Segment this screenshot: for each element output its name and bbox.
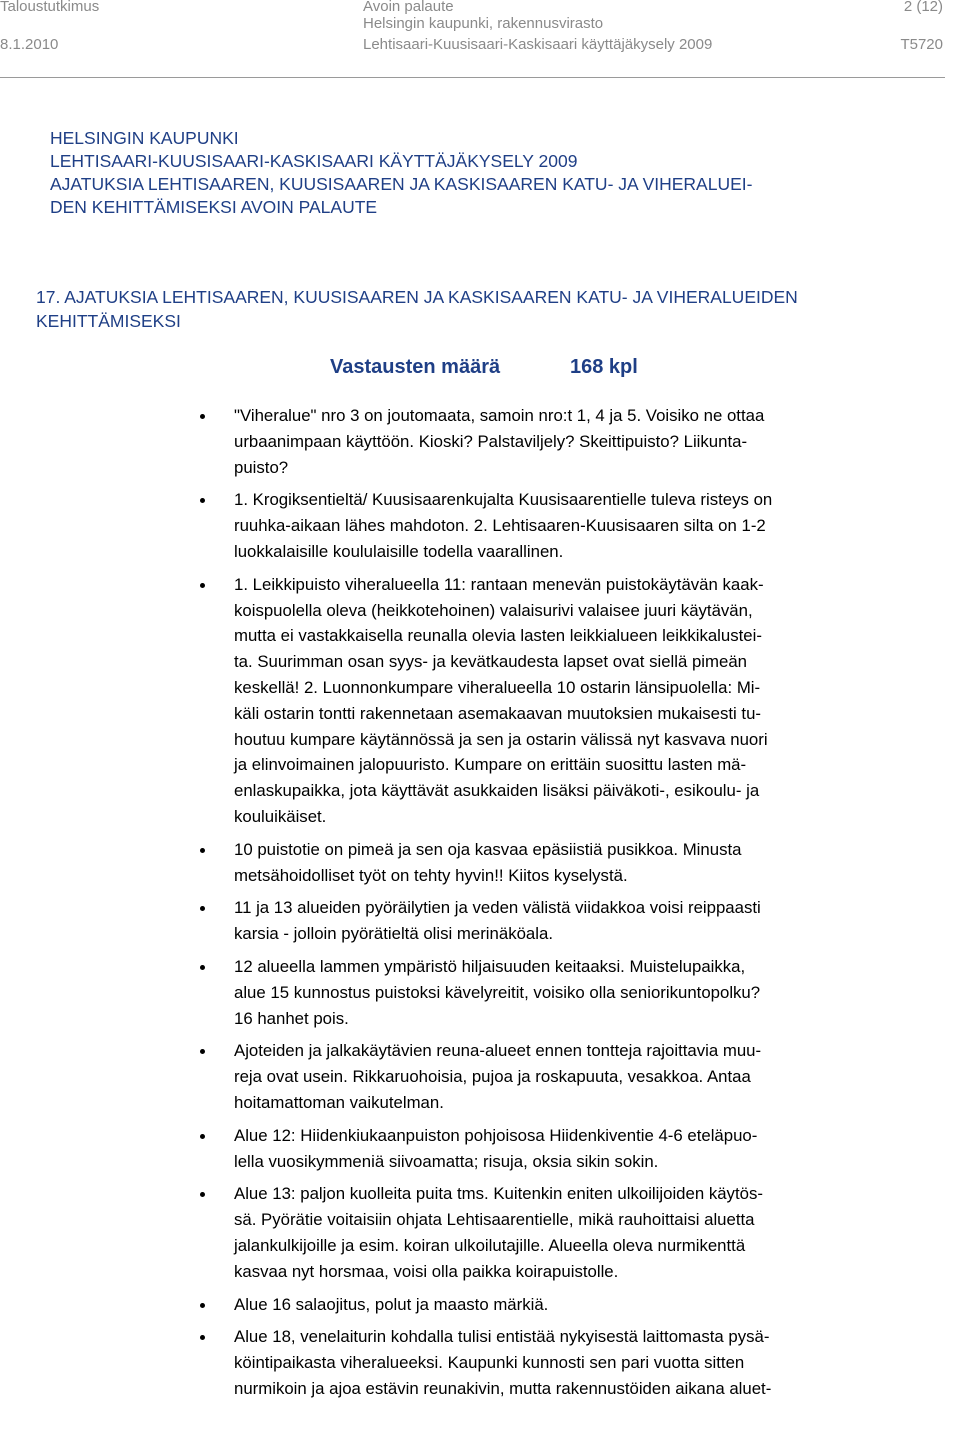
answer-line: Alue 13: paljon kuolleita puita tms. Kuitenkin eniten ulkoilijoiden käytös- xyxy=(234,1184,763,1204)
answer-item xyxy=(0,1324,960,1401)
answer-item xyxy=(0,403,960,480)
answer-line: luokkalaisille koululaisille todella vaarallinen. xyxy=(234,541,564,561)
response-count-value: 168 kpl xyxy=(570,356,638,378)
answer-list xyxy=(0,403,960,1409)
answer-line: reja ovat usein. Rikkaruohoisia, pujoa ja roskapuuta, vesakkoa. Antaa xyxy=(234,1067,751,1087)
answer-line: 11 ja 13 alueiden pyöräilytien ja veden välistä viidakkoa voisi reippaasti xyxy=(234,898,761,918)
answer-line: sä. Pyörätie voitaisiin ohjata Lehtisaarentielle, mikä rauhoittaisi aluetta xyxy=(234,1210,755,1230)
answer-line: alue 15 kunnostus puistoksi kävelyreitit, voisiko olla seniorikuntopolku? xyxy=(234,982,761,1002)
answer-line: köintipaikasta viheralueeksi. Kaupunki kunnosti sen pari vuotta sitten xyxy=(234,1353,745,1373)
bullet-icon xyxy=(200,1134,205,1139)
header-report-type: Avoin palaute xyxy=(363,0,454,15)
question-line: KEHITTÄMISEKSI xyxy=(36,311,181,331)
header-date: 8.1.2010 xyxy=(0,36,59,53)
answer-line: houtuu kumpare käytännössä ja sen ja ostarin välissä nyt kasvava nuori xyxy=(234,729,768,749)
bullet-icon xyxy=(200,1303,205,1308)
answer-line: ja elinvoimainen jalopuuristo. Kumpare on erittäin suosittu lasten mä- xyxy=(234,755,747,775)
bullet-icon xyxy=(200,583,205,588)
answer-line: "Viheralue" nro 3 on joutomaata, samoin nro:t 1, 4 ja 5. Voisiko ne ottaa xyxy=(234,406,765,425)
answer-item xyxy=(0,1038,960,1115)
answer-line: metsähoidolliset työt on tehty hyvin!! Kiitos kyselystä. xyxy=(234,865,628,885)
header-divider xyxy=(0,77,945,78)
answer-line: Alue 12: Hiidenkiukaanpuiston pohjoisosa Hiidenkiventie 4-6 eteläpuo- xyxy=(234,1125,758,1145)
bullet-icon xyxy=(200,498,205,503)
bullet-icon xyxy=(200,1192,205,1197)
answer-line: lella vuosikymmeniä siivoamatta; risuja, oksia sikin sokin. xyxy=(234,1151,659,1171)
answer-item xyxy=(0,1181,960,1284)
answer-line: 16 hanhet pois. xyxy=(234,1008,349,1028)
page-header xyxy=(0,0,960,73)
answer-line: käli ostarin tontti rakennetaan asemakaavan muutoksien mukaisesti tu- xyxy=(234,703,762,723)
answer-item xyxy=(0,487,960,564)
answer-item xyxy=(0,572,960,830)
answer-line: Alue 18, venelaiturin kohdalla tulisi entistää nykyisestä laittomasta pysä- xyxy=(234,1327,770,1347)
answer-line: enlaskupaikka, jota käyttävät asukkaiden lisäksi päiväkoti-, esikoulu- ja xyxy=(234,781,760,801)
answer-line: hoitamattoman vaikutelman. xyxy=(234,1092,444,1112)
header-page-number: 2 (12) xyxy=(903,0,943,15)
bullet-icon xyxy=(200,906,205,911)
answer-line: 1. Krogiksentieltä/ Kuusisaarenkujalta Kuusisaarentielle tuleva risteys on xyxy=(234,490,773,510)
question-heading xyxy=(36,285,798,333)
answer-line: nurmikoin ja ajoa estävin reunakivin, mutta rakennustöiden aikana aluet- xyxy=(234,1378,772,1398)
answer-line: keskellä! 2. Luonnonkumpare viheralueella 10 ostarin länsipuolella: Mi- xyxy=(234,677,761,697)
answer-line: Alue 16 salaojitus, polut ja maasto märkiä. xyxy=(234,1294,549,1314)
bullet-icon xyxy=(200,414,205,419)
answer-item xyxy=(0,895,960,947)
header-client: Helsingin kaupunki, rakennusvirasto xyxy=(363,15,604,32)
bullet-icon xyxy=(200,1335,205,1340)
bullet-icon xyxy=(200,1049,205,1054)
answer-item xyxy=(0,954,960,1031)
answer-line: ruuhka-aikaan lähes mahdoton. 2. Lehtisaaren-Kuusisaaren silta on 1-2 xyxy=(234,516,766,536)
answer-line: koispuolella oleva (heikkotehoinen) valaisurivi valaisee juuri käytävän, xyxy=(234,600,753,620)
answer-line: 1. Leikkipuisto viheralueella 11: rantaan menevän puistokäytävän kaak- xyxy=(234,574,764,594)
answer-line: ta. Suurimman osan syys- ja kevätkaudesta lapset ovat siellä pimeän xyxy=(234,652,748,672)
title-line: DEN KEHITTÄMISEKSI AVOIN PALAUTE xyxy=(50,197,378,217)
response-count-label: Vastausten määrä xyxy=(330,356,501,378)
answer-line: puisto? xyxy=(234,457,289,477)
answer-item xyxy=(0,1123,960,1175)
title-line: AJATUKSIA LEHTISAAREN, KUUSISAAREN JA KASKISAAREN KATU- JA VIHERALUEI- xyxy=(50,174,753,194)
answer-line: kasvaa nyt horsmaa, voisi olla paikka koirapuistolle. xyxy=(234,1261,619,1281)
answer-line: urbaanimpaan käyttöön. Kioski? Palstaviljely? Skeittipuisto? Liikunta- xyxy=(234,431,748,451)
answer-line: Ajoteiden ja jalkakäytävien reuna-alueet ennen tontteja rajoittavia muu- xyxy=(234,1041,762,1061)
answer-line: jalankulkijoille ja esim. koiran ulkoilutajille. Alueella oleva nurmikenttä xyxy=(234,1235,746,1255)
answer-line: kouluikäiset. xyxy=(234,806,327,826)
title-line: LEHTISAARI-KUUSISAARI-KASKISAARI KÄYTTÄJÄKYSELY 2009 xyxy=(50,151,578,171)
bullet-icon xyxy=(200,848,205,853)
header-company: Taloustutkimus xyxy=(0,0,100,15)
bullet-icon xyxy=(200,965,205,970)
answer-line: karsia - jolloin pyörätieltä olisi merinäköala. xyxy=(234,924,553,944)
answer-item xyxy=(0,1292,960,1318)
document-title xyxy=(50,127,752,219)
answer-item xyxy=(0,837,960,889)
answer-line: 10 puistotie on pimeä ja sen oja kasvaa epäsiistiä pusikkoa. Minusta xyxy=(234,839,742,859)
header-code: T5720 xyxy=(900,36,943,53)
answer-line: 12 alueella lammen ympäristö hiljaisuuden keitaaksi. Muistelupaikka, xyxy=(234,956,746,976)
question-line: 17. AJATUKSIA LEHTISAAREN, KUUSISAAREN JA KASKISAAREN KATU- JA VIHERALUEIDEN xyxy=(36,287,798,307)
header-survey: Lehtisaari-Kuusisaari-Kaskisaari käyttäjäkysely 2009 xyxy=(363,36,713,53)
answer-line: mutta ei vastakkaisella reunalla olevia lasten leikkialueen leikkikalustei- xyxy=(234,626,762,646)
title-line: HELSINGIN KAUPUNKI xyxy=(50,128,239,148)
